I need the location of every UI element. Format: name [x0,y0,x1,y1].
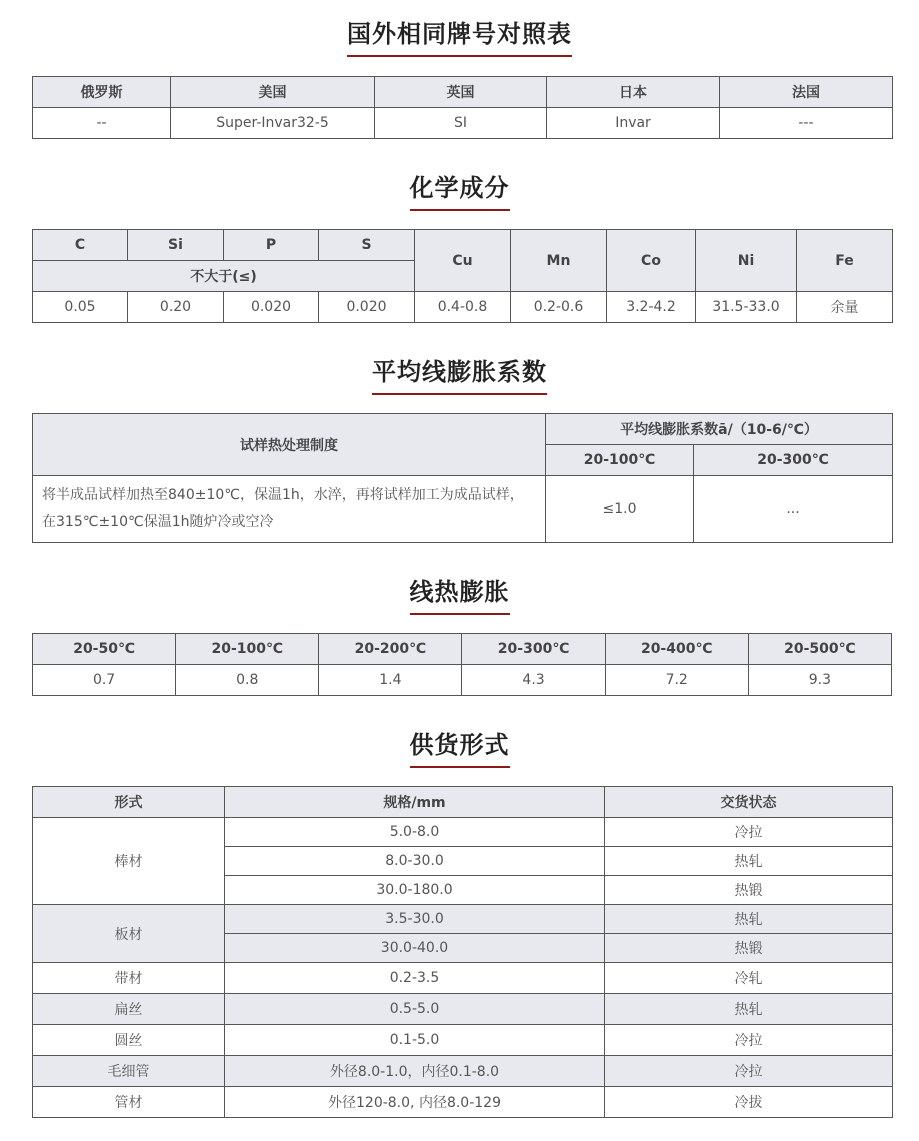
equiv-cell-japan: Invar [547,108,720,139]
supply-spec: 外径120-8.0, 内径8.0-129 [225,1087,605,1118]
equiv-header-uk: 英国 [375,77,547,108]
supply-spec: 0.1-5.0 [225,1025,605,1056]
thermal-table [32,633,892,696]
supply-state: 热锻 [605,876,893,905]
supply-state: 热轧 [605,905,893,934]
supply-spec: 8.0-30.0 [225,847,605,876]
table-row [33,963,893,994]
supply-spec: 0.2-3.5 [225,963,605,994]
supply-state: 冷拉 [605,1056,893,1087]
supply-header-form: 形式 [33,787,225,818]
chem-value-ni: 31.5-33.0 [696,292,797,323]
equiv-cell-usa: Super-Invar32-5 [171,108,375,139]
equiv-table [32,76,893,139]
table-row [33,994,893,1025]
supply-section-title: 供货形式 [0,725,919,768]
supply-spec: 外径8.0-1.0，内径0.1-8.0 [225,1056,605,1087]
coef-header-treatment: 试样热处理制度 [33,414,546,476]
thermal-header-20-500: 20-500℃ [748,634,891,665]
coef-header-group: 平均线膨胀系数ā/（10-6/℃） [546,414,893,445]
equiv-cell-uk: SI [375,108,547,139]
equiv-header-france: 法国 [720,77,893,108]
thermal-header-20-100: 20-100℃ [176,634,319,665]
supply-header-spec: 规格/mm [225,787,605,818]
supply-spec: 30.0-180.0 [225,876,605,905]
chem-value-s: 0.020 [319,292,415,323]
table-row [33,1056,893,1087]
chem-value-p: 0.020 [224,292,319,323]
thermal-header-20-300: 20-300℃ [462,634,605,665]
chem-value-co: 3.2-4.2 [607,292,696,323]
chem-header-si: Si [128,230,224,261]
supply-form: 带材 [33,963,225,994]
supply-state: 热锻 [605,934,893,963]
chem-header-fe: Fe [797,230,893,292]
chem-value-mn: 0.2-0.6 [511,292,607,323]
supply-form: 扁丝 [33,994,225,1025]
supply-header-state: 交货状态 [605,787,893,818]
supply-spec: 5.0-8.0 [225,818,605,847]
table-row [33,905,893,934]
supply-state: 冷拉 [605,1025,893,1056]
thermal-value-20-500: 9.3 [748,665,891,696]
supply-form: 圆丝 [33,1025,225,1056]
chem-value-c: 0.05 [33,292,128,323]
coef-value-20-300: ... [694,476,893,543]
supply-state: 冷拔 [605,1087,893,1118]
chem-value-fe: 余量 [797,292,893,323]
equiv-cell-france: --- [720,108,893,139]
supply-form-plate: 板材 [33,905,225,963]
thermal-header-20-50: 20-50℃ [33,634,176,665]
table-row [33,1025,893,1056]
thermal-value-20-300: 4.3 [462,665,605,696]
coef-value-20-100: ≤1.0 [546,476,694,543]
chem-header-cu: Cu [415,230,511,292]
coef-header-20-100: 20-100℃ [546,445,694,476]
equiv-header-usa: 美国 [171,77,375,108]
thermal-value-20-100: 0.8 [176,665,319,696]
thermal-header-20-200: 20-200℃ [319,634,462,665]
coef-treatment-text: 将半成品试样加热至840±10℃，保温1h，水淬，再将试样加工为成品试样，在315℃±10℃保温1h随炉冷或空冷 [33,476,546,543]
chem-header-s: S [319,230,415,261]
supply-form-bar: 棒材 [33,818,225,905]
coef-header-20-300: 20-300℃ [694,445,893,476]
chem-value-si: 0.20 [128,292,224,323]
coef-table [32,413,893,543]
supply-spec: 3.5-30.0 [225,905,605,934]
chem-header-mn: Mn [511,230,607,292]
supply-spec: 0.5-5.0 [225,994,605,1025]
table-row [33,818,893,847]
chem-header-co: Co [607,230,696,292]
chem-table [32,229,893,323]
chem-section-title: 化学成分 [0,168,919,211]
supply-state: 冷拉 [605,818,893,847]
chem-header-p: P [224,230,319,261]
supply-state: 热轧 [605,847,893,876]
equiv-header-russia: 俄罗斯 [33,77,171,108]
coef-section-title: 平均线膨胀系数 [0,352,919,395]
chem-max-note: 不大于(≤) [33,261,415,292]
thermal-section-title: 线热膨胀 [0,572,919,615]
equiv-cell-russia: -- [33,108,171,139]
thermal-value-20-400: 7.2 [605,665,748,696]
supply-table [32,786,893,1118]
thermal-value-20-200: 1.4 [319,665,462,696]
supply-state: 热轧 [605,994,893,1025]
supply-form: 管材 [33,1087,225,1118]
chem-header-c: C [33,230,128,261]
supply-form: 毛细管 [33,1056,225,1087]
supply-state: 冷轧 [605,963,893,994]
thermal-value-20-50: 0.7 [33,665,176,696]
thermal-header-20-400: 20-400℃ [605,634,748,665]
equiv-section-title: 国外相同牌号对照表 [0,14,919,57]
supply-spec: 30.0-40.0 [225,934,605,963]
equiv-header-japan: 日本 [547,77,720,108]
chem-header-ni: Ni [696,230,797,292]
table-row [33,1087,893,1118]
chem-value-cu: 0.4-0.8 [415,292,511,323]
